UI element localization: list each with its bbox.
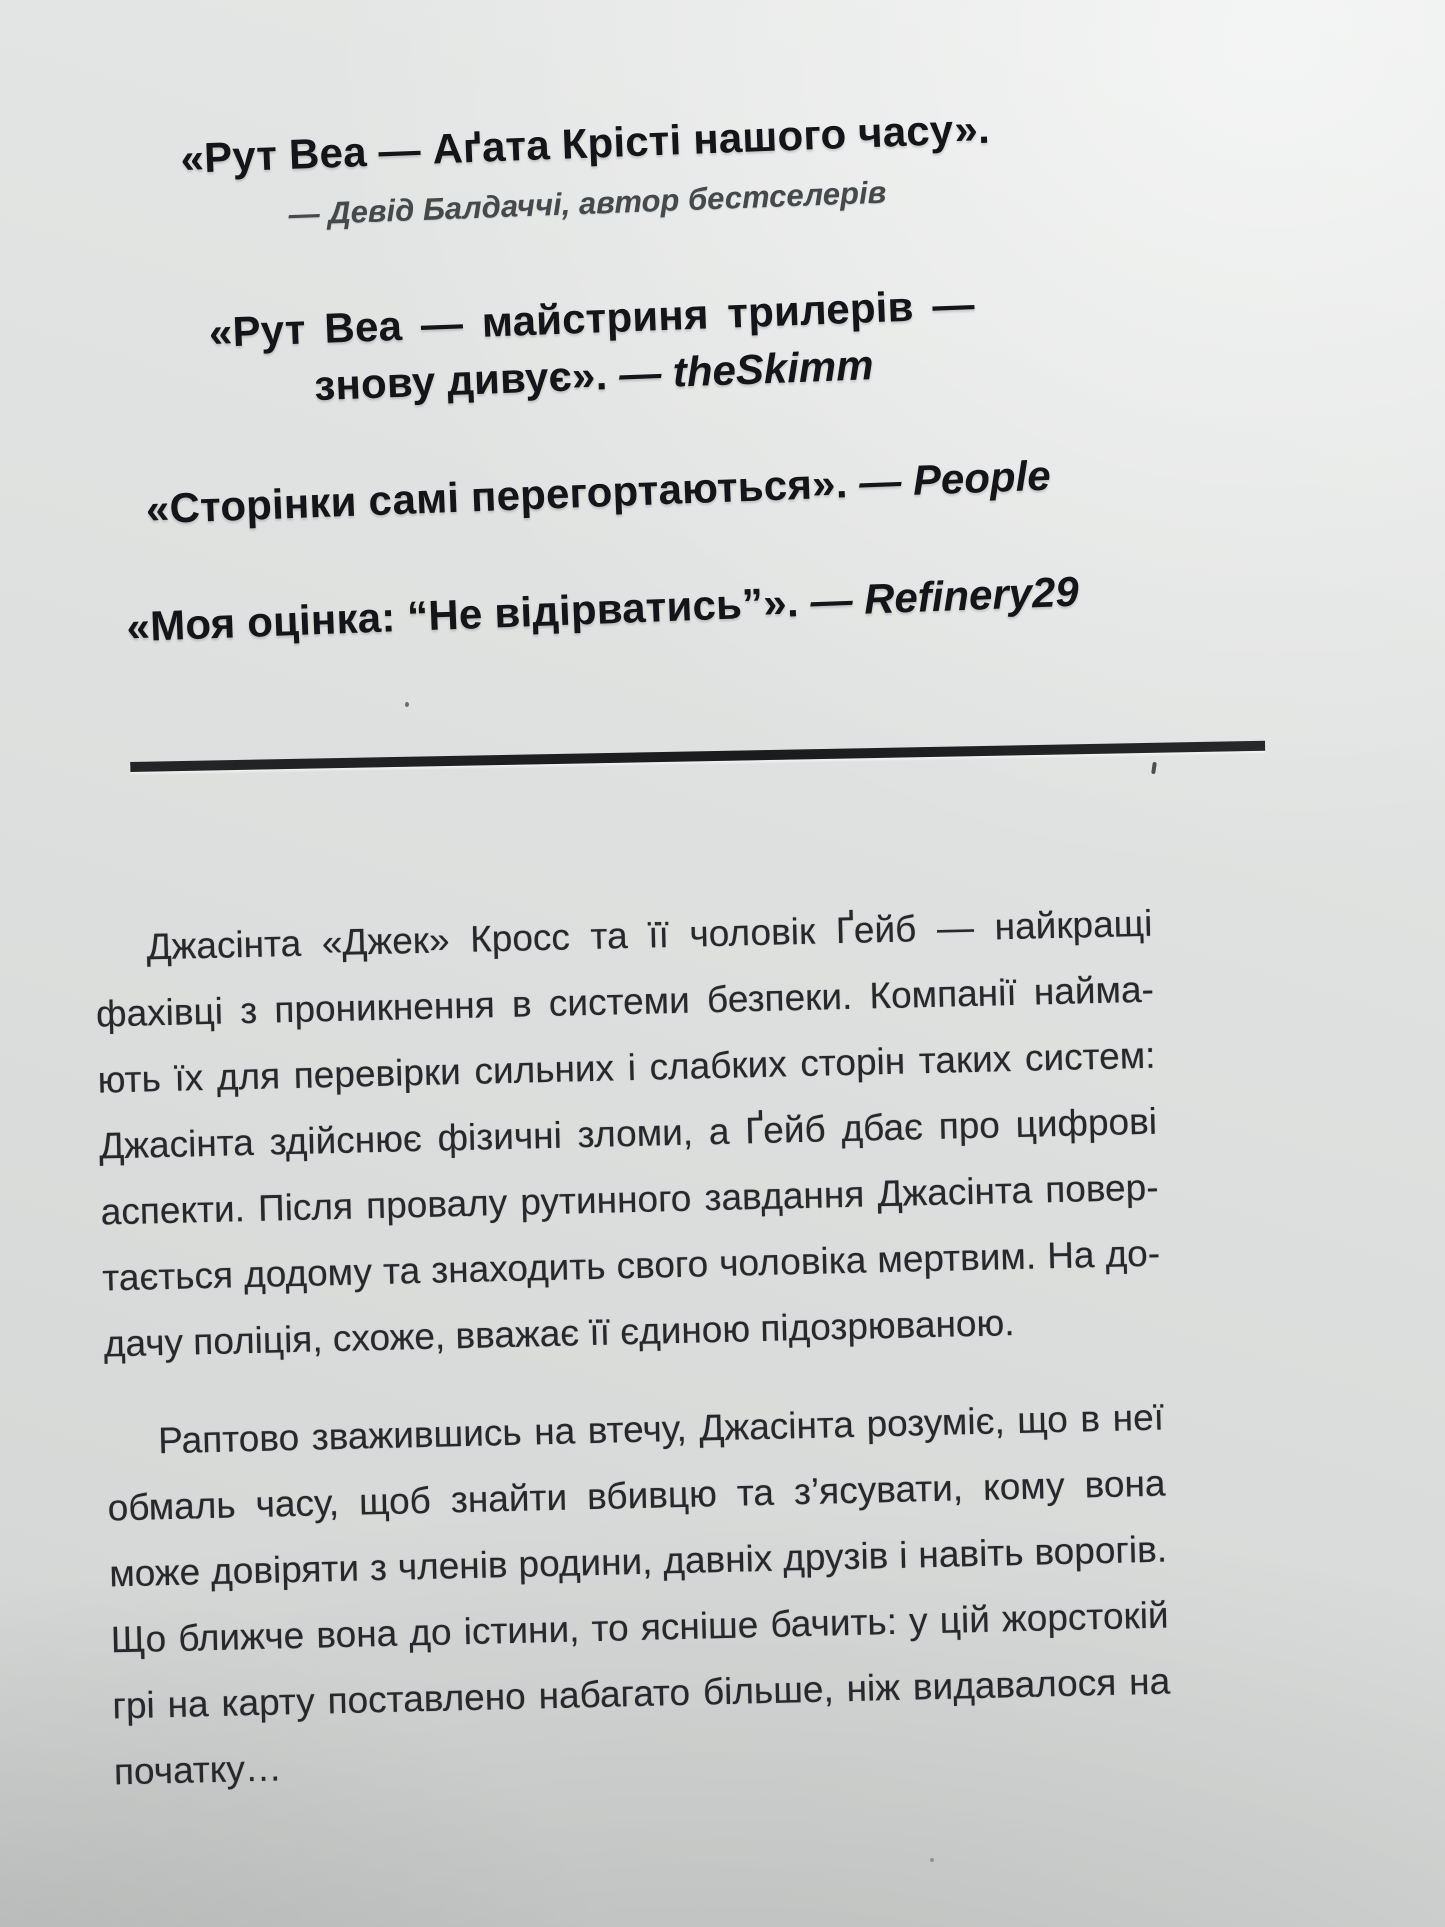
quote-1-text: «Рут Веа — Аґата Крісті нашого часу».	[179, 104, 991, 182]
synopsis-line: дачу поліція, схоже, вважає її єдиною підозрюваною.	[103, 1302, 1015, 1365]
synopsis-line: грі на карту поставлено набагато більше, ніж видавалося на	[111, 1660, 1171, 1727]
synopsis-line: Джасінта здійснює фізичні зломи, а Ґейб дбає про цифрові	[98, 1100, 1158, 1167]
page-content	[73, 0, 1300, 1805]
quote-2-text: знову дивує».	[313, 351, 609, 410]
synopsis-line: Джасінта «Джек» Кросс та її чоловік Ґейб — найкращі	[146, 902, 1153, 968]
synopsis-line: Що ближче вона до істини, то ясніше бачить: у цій жорстокій	[110, 1594, 1170, 1661]
synopsis-line: аспекти. Після провалу рутинного завдання Джасінта повер-	[100, 1166, 1159, 1233]
quote-3	[90, 445, 1106, 540]
quote-4-source: — Refinery29	[809, 567, 1080, 625]
paper-speck	[405, 702, 409, 707]
synopsis-line: тається додому та знаходить свого чоловіка мертвим. На до-	[101, 1232, 1161, 1299]
quote-3-source: — People	[858, 451, 1052, 506]
paper-speck	[930, 1858, 934, 1862]
synopsis-line: обмаль часу, щоб знайти вбивцю та з’ясувати, кому вона	[107, 1462, 1166, 1529]
quote-2-source: — theSkimm	[618, 341, 875, 398]
quote-1-attribution: — Девід Балдаччі, автор бестселерів	[287, 174, 887, 232]
synopsis-line: може довіряти з членів родини, давніх друзів і навіть ворогів.	[108, 1528, 1168, 1595]
praise-section	[73, 0, 1111, 657]
synopsis-line: фахівці з проникнення в системи безпеки. Компанії найма-	[95, 968, 1155, 1035]
synopsis-line: Раптово зважившись на втечу, Джасінта розуміє, що в неї	[157, 1396, 1165, 1462]
quote-4	[94, 561, 1110, 656]
synopsis-section	[94, 891, 1173, 1806]
synopsis-line: ють їх для перевірки сильних і слабких сторін таких систем:	[97, 1034, 1156, 1101]
quote-4-text: «Моя оцінка: “Не відірватись”».	[125, 578, 800, 651]
synopsis-line: початку…	[113, 1747, 283, 1793]
quote-2-line1: «Рут Веа — майстриня трилерів —	[208, 280, 976, 357]
quote-3-text: «Сторінки самі перегортаються».	[145, 459, 849, 533]
divider-rule	[130, 741, 1265, 772]
